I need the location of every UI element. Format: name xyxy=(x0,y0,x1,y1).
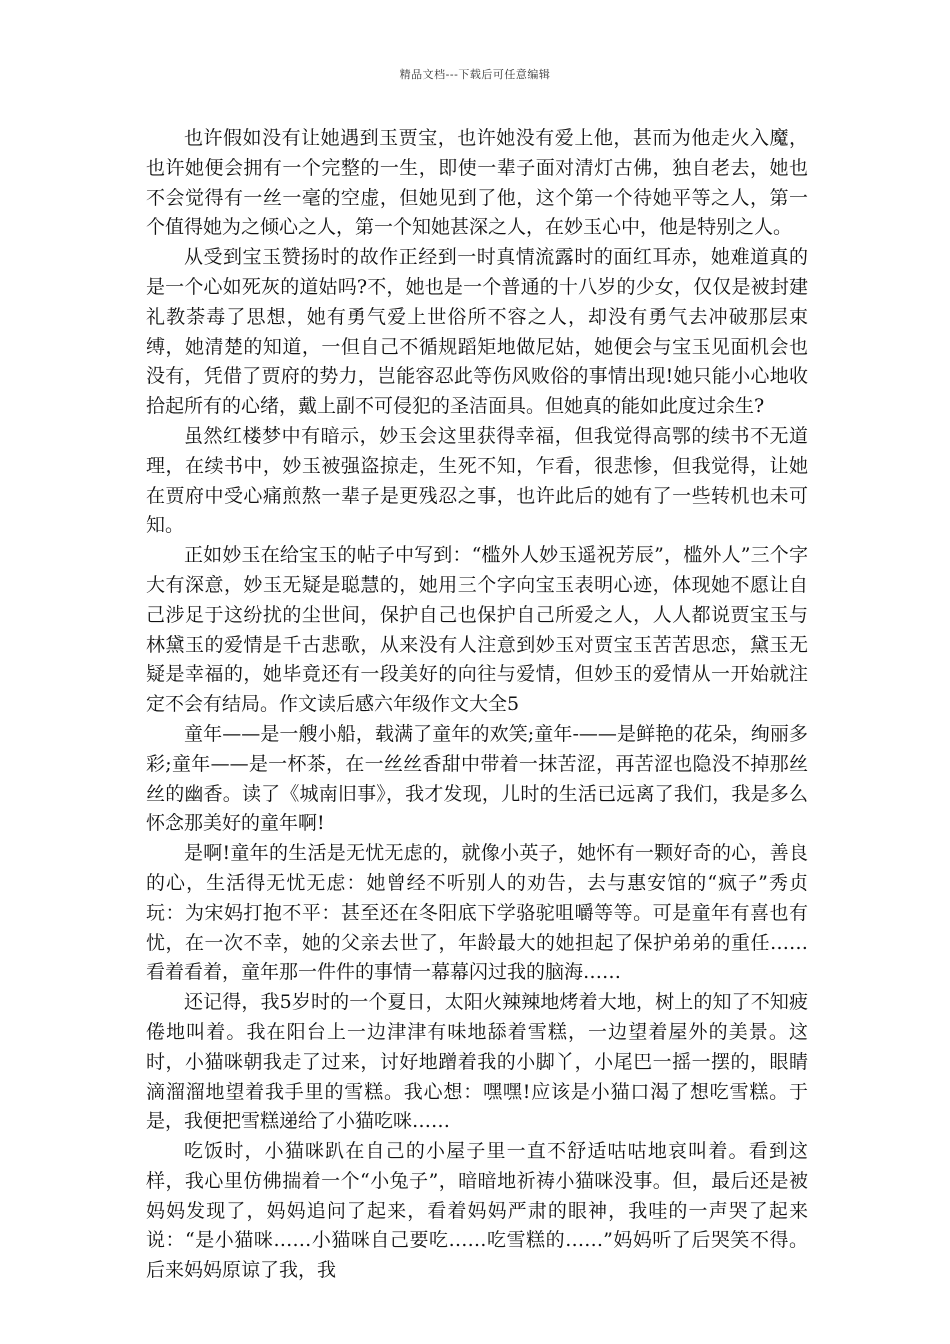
paragraph: 也许假如没有让她遇到玉贾宝，也许她没有爱上他，甚而为他走火入魔，也许她便会拥有一个完整的一生，即使一辈子面对清灯古佛，独自老去，她也不会觉得有一丝一毫的空虚，但她见到了他，这个第一个待她平等之人，第一个值得她为之倾心之人，第一个知她甚深之人，在妙玉心中，他是特别之人。 xyxy=(146,127,808,239)
paragraph: 是啊!童年的生活是无忧无虑的，就像小英子，她怀有一颗好奇的心，善良的心，生活得无忧无虑：她曾经不听别人的劝告，去与惠安馆的“疯子”秀贞玩：为宋妈打抱不平：甚至还在冬阳底下学骆驼咀嚼等等。可是童年有喜也有忧，在一次不幸，她的父亲去世了，年龄最大的她担起了保护弟弟的重任……看着看着，童年那一件件的事情一幕幕闪过我的脑海…… xyxy=(146,842,808,984)
paragraph: 童年——是一艘小船，载满了童年的欢笑;童年-——是鲜艳的花朵，绚丽多彩;童年——是一杯茶，在一丝丝香甜中带着一抹苦涩，再苦涩也隐没不掉那丝丝的幽香。读了《城南旧事》，我才发现，儿时的生活已远离了我们，我是多么怀念那美好的童年啊! xyxy=(146,722,808,835)
paragraph: 还记得，我5岁时的一个夏日，太阳火辣辣地烤着大地，树上的知了不知疲倦地叫着。我在阳台上一边津津有味地舔着雪糕，一边望着屋外的美景。这时，小猫咪朝我走了过来，讨好地蹭着我的小脚丫，小尾巴一摇一摆的，眼睛滴溜溜地望着我手里的雪糕。我心想：嘿嘿!应该是小猫口渴了想吃雪糕。于是，我便把雪糕递给了小猫吃咪…… xyxy=(146,991,808,1133)
page-header: 精品文档---下载后可任意编辑 xyxy=(399,68,551,81)
document-body xyxy=(146,124,808,1286)
paragraph: 正如妙玉在给宝玉的帖子中写到：“槛外人妙玉遥祝芳辰”，槛外人”三个字大有深意，妙玉无疑是聪慧的，她用三个字向宝玉表明心迹，体现她不愿让自己涉足于这纷扰的尘世间，保护自己也保护自己所爱之人，人人都说贾宝玉与林黛玉的爱情是千古悲歌，从来没有人注意到妙玉对贾宝玉苦苦思恋，黛玉无疑是幸福的，她毕竟还有一段美好的向往与爱情，但妙玉的爱情从一开始就注定不会有结局。作文读后感六年级作文大全5 xyxy=(146,544,808,716)
paragraph: 从受到宝玉赞扬时的故作正经到一时真情流露时的面红耳赤，她难道真的是一个心如死灰的道姑吗?不，她也是一个普通的十八岁的少女，仅仅是被封建礼教荼毒了思想，她有勇气爱上世俗所不容之人，却没有勇气去冲破那层束缚，她清楚的知道，一但自己不循规蹈矩地做尼姑，她便会与宝玉见面机会也没有，凭借了贾府的势力，岂能容忍此等伤风败俗的事情出现!她只能小心地收拾起所有的心绪，戴上副不可侵犯的圣洁面具。但她真的能如此度过余生? xyxy=(146,246,808,418)
paragraph: 虽然红楼梦中有暗示，妙玉会这里获得幸福，但我觉得高鄂的续书不无道理，在续书中，妙玉被强盗掠走，生死不知，乍看，很悲惨，但我觉得，让她在贾府中受心痛煎熬一辈子是更残忍之事，也许此后的她有了一些转机也未可知。 xyxy=(146,424,808,537)
paragraph: 吃饭时，小猫咪趴在自己的小屋子里一直不舒适咕咕地哀叫着。看到这样，我心里仿佛揣着一个“小兔子”，暗暗地祈祷小猫咪没事。但，最后还是被妈妈发现了，妈妈追问了起来，看着妈妈严肃的眼神，我哇的一声哭了起来说：“是小猫咪……小猫咪自己要吃……吃雪糕的……”妈妈听了后哭笑不得。后来妈妈原谅了我，我 xyxy=(146,1140,808,1282)
